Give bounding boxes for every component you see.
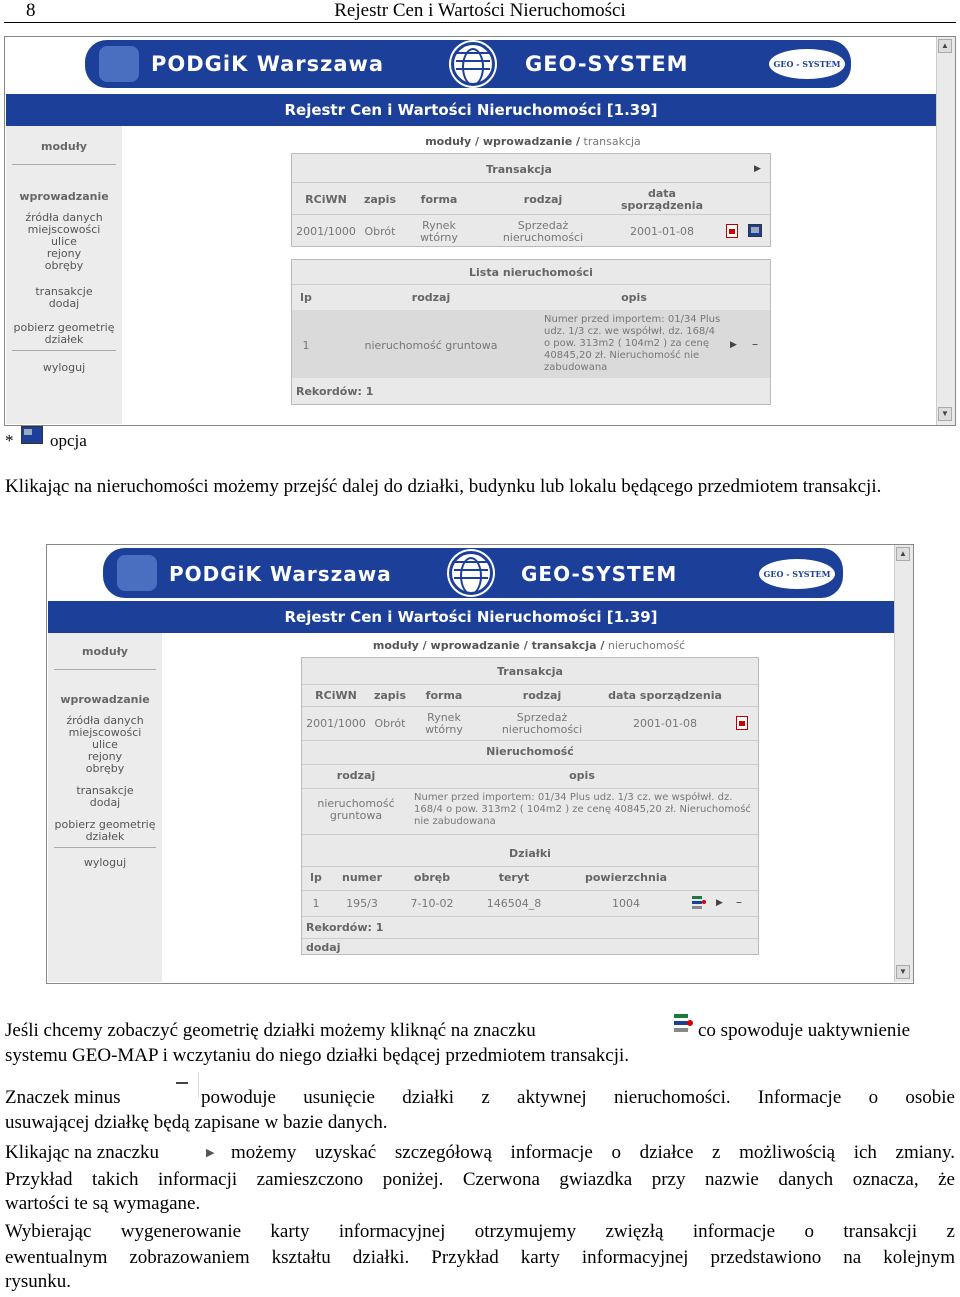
- screenshot-transaction: [4, 36, 956, 426]
- cell-forma: Rynek wtórny: [420, 219, 458, 244]
- sidebar-item-sources[interactable]: źródła danych: [25, 211, 103, 224]
- sidebar-item-sources[interactable]: źródła danych: [66, 714, 144, 727]
- banner-left-text: PODGiK Warszawa: [169, 562, 392, 586]
- sidebar-item-geometry[interactable]: pobierz geometrię: [13, 321, 115, 334]
- paragraph-4b: możemy uzyskać szczegółową informacje o działce z możliwością ich zmiany.: [231, 1142, 955, 1163]
- plot-lp: 1: [312, 897, 320, 910]
- sidebar-input[interactable]: wprowadzanie: [19, 190, 109, 203]
- paragraph-4d: wartości te są wymagane.: [5, 1193, 201, 1214]
- cell-zapis: Obrót: [364, 225, 396, 238]
- remove-minus-icon[interactable]: –: [736, 895, 742, 909]
- paragraph-5c: rysunku.: [5, 1271, 71, 1292]
- plot-area: 1004: [612, 897, 640, 910]
- caption-text: opcja: [50, 431, 87, 450]
- col-date: data sporządzenia: [608, 689, 722, 702]
- paragraph-4a: Klikając na znaczku: [5, 1142, 160, 1163]
- records-count: Rekordów: 1: [306, 921, 384, 934]
- pdf-icon[interactable]: [736, 716, 748, 730]
- info-card-icon: [21, 426, 43, 444]
- col-plot-lp: lp: [310, 871, 322, 884]
- cell-date: 2001-01-08: [630, 225, 694, 238]
- col-lp: lp: [300, 291, 312, 304]
- sidebar: [48, 633, 162, 982]
- sidebar-divider: [12, 164, 116, 165]
- scroll-up-icon[interactable]: ▲: [938, 39, 952, 53]
- row-lp: 1: [302, 339, 310, 352]
- property-panel: [301, 657, 759, 955]
- sidebar-item-regions[interactable]: rejony: [87, 750, 123, 763]
- sidebar-item-precincts[interactable]: obręby: [44, 259, 84, 272]
- col-property-type: rodzaj: [336, 769, 376, 782]
- paragraph-3b: powoduje usunięcie działki z aktywnej nieruchomości. Informacje o osobie: [201, 1087, 955, 1108]
- cell-date: 2001-01-08: [633, 717, 697, 730]
- transaction-title: Transakcja: [497, 665, 563, 678]
- minus-icon: [170, 1072, 199, 1098]
- expand-arrow-icon[interactable]: ▶: [754, 164, 761, 174]
- sidebar-item-transactions[interactable]: transakcje: [76, 784, 134, 797]
- globe-icon: [451, 42, 495, 86]
- paragraph-2a: Jeśli chcemy zobaczyć geometrię działki możemy kliknąć na znaczku: [5, 1020, 536, 1041]
- col-plot-number: numer: [341, 871, 382, 884]
- cell-rodzaj: Sprzedaż nieruchomości: [502, 219, 584, 244]
- sidebar-item-geometry-plots[interactable]: działek: [85, 830, 125, 843]
- col-date: data sporządzenia: [621, 187, 703, 212]
- details-arrow-icon[interactable]: ▶: [716, 898, 723, 908]
- cell-rciwn: 2001/1000: [306, 717, 366, 730]
- banner-left-text: PODGiK Warszawa: [151, 52, 385, 76]
- paragraph-3a: Znaczek minus: [5, 1087, 121, 1108]
- plot-precinct: 7-10-02: [410, 897, 454, 910]
- sidebar-item-add[interactable]: dodaj: [48, 297, 80, 310]
- scroll-down-icon[interactable]: ▼: [896, 965, 910, 979]
- sidebar-logout[interactable]: wyloguj: [83, 856, 127, 869]
- scrollbar[interactable]: [936, 37, 955, 425]
- property-desc: Numer przed importem: 01/34 Plus udz. 1/3 cz. we współwł. dz. 168/4 o pow. 313m2 ( 104m2 ) ze cenę 40845,20 zł. Nieruchomość nie zabudowana: [414, 792, 751, 827]
- add-plot-link[interactable]: dodaj: [306, 941, 341, 954]
- col-rciwn: RCiWN: [305, 193, 347, 206]
- app-banner: [85, 40, 851, 88]
- cell-rciwn: 2001/1000: [296, 225, 356, 238]
- sidebar-item-add[interactable]: dodaj: [89, 796, 121, 809]
- col-type: rodzaj: [411, 291, 451, 304]
- cell-rodzaj: Sprzedaż nieruchomości: [501, 711, 583, 736]
- screenshot-property: [46, 544, 914, 984]
- property-title: Nieruchomość: [486, 745, 574, 758]
- sidebar-item-streets[interactable]: ulice: [92, 738, 118, 751]
- sidebar-modules[interactable]: moduły: [41, 140, 87, 153]
- app-banner: [103, 548, 843, 598]
- sidebar-item-geometry[interactable]: pobierz geometrię: [54, 818, 156, 831]
- paragraph-2b: co spowoduje uaktywnienie: [698, 1020, 911, 1041]
- scroll-up-icon[interactable]: ▲: [896, 547, 910, 561]
- geo-map-icon: [672, 1014, 694, 1034]
- sidebar-input[interactable]: wprowadzanie: [60, 693, 150, 706]
- page-number: 8: [26, 0, 36, 21]
- sidebar-item-streets[interactable]: ulice: [51, 235, 77, 248]
- banner-right-text: GEO-SYSTEM: [521, 562, 678, 586]
- col-rodzaj: rodzaj: [523, 193, 563, 206]
- breadcrumb: [293, 135, 773, 148]
- banner-right-text: GEO-SYSTEM: [525, 52, 689, 76]
- sidebar-item-localities[interactable]: miejscowości: [68, 726, 142, 739]
- col-property-desc: opis: [569, 769, 595, 782]
- col-forma: forma: [420, 193, 458, 206]
- sidebar-modules[interactable]: moduły: [82, 645, 128, 658]
- col-zapis: zapis: [363, 193, 397, 206]
- sidebar: [6, 126, 122, 424]
- col-plot-teryt: teryt: [498, 871, 530, 884]
- plot-teryt: 146504_8: [486, 897, 542, 910]
- info-card-icon[interactable]: [748, 224, 762, 237]
- geo-map-icon[interactable]: [692, 896, 706, 910]
- app-title-bar: Rejestr Cen i Wartości Nieruchomości [1.39]: [6, 94, 936, 126]
- geo-system-seal: GEO - SYSTEM: [759, 559, 835, 589]
- plot-number: 195/3: [346, 897, 378, 910]
- arrow-icon: ▶: [206, 1147, 215, 1159]
- property-list-panel: [291, 259, 771, 405]
- plots-title: Działki: [509, 847, 551, 860]
- scrollbar[interactable]: [894, 545, 913, 982]
- property-list-title: Lista nieruchomości: [469, 266, 593, 279]
- podgik-logo-icon: [117, 555, 157, 591]
- breadcrumb-path[interactable]: moduły / wprowadzanie / transakcja /: [372, 639, 605, 652]
- sidebar-logout[interactable]: wyloguj: [42, 361, 86, 374]
- app-title-bar: Rejestr Cen i Wartości Nieruchomości [1.39]: [48, 601, 894, 633]
- col-desc: opis: [621, 291, 647, 304]
- breadcrumb-path[interactable]: moduły / wprowadzanie /: [425, 135, 581, 148]
- transaction-title: Transakcja: [486, 163, 552, 176]
- paragraph-2c: systemu GEO-MAP i wczytaniu do niego działki będącej przedmiotem transakcji.: [5, 1045, 630, 1066]
- property-type: nieruchomość gruntowa: [317, 797, 395, 822]
- sidebar-divider: [12, 350, 116, 351]
- caption-star: *: [5, 431, 14, 450]
- col-rodzaj: rodzaj: [522, 689, 562, 702]
- geo-system-seal: GEO - SYSTEM: [769, 49, 845, 79]
- page-header-title: Rejestr Cen i Wartości Nieruchomości: [334, 0, 626, 21]
- col-forma: forma: [425, 689, 463, 702]
- pdf-icon[interactable]: [726, 224, 738, 238]
- row-desc: Numer przed importem: 01/34 Plus udz. 1/3 cz. we współwł. dz. 168/4 o pow. 313m2 ( 104m2 ) za cenę 40845,20 zł. Nieruchomość nie zabudowana: [544, 314, 721, 373]
- col-plot-precinct: obręb: [413, 871, 451, 884]
- paragraph-1: Klikając na nieruchomości możemy przejść dalej do działki, budynku lub lokalu będącego przedmiotem transakcji.: [5, 476, 882, 497]
- records-count: Rekordów: 1: [296, 385, 374, 398]
- breadcrumb-current: nieruchomość: [604, 639, 686, 652]
- breadcrumb: [299, 639, 759, 652]
- sidebar-item-geometry-plots[interactable]: działek: [44, 333, 84, 346]
- paragraph-4c: Przykład takich informacji zamieszczono poniżej. Czerwona gwiazdka przy nazwie danych oznacza, że: [5, 1169, 955, 1190]
- scroll-down-icon[interactable]: ▼: [938, 407, 952, 421]
- paragraph-3c: usuwającej działkę będą zapisane w bazie danych.: [5, 1112, 388, 1133]
- sidebar-item-precincts[interactable]: obręby: [85, 762, 125, 775]
- header-rule: [4, 22, 956, 23]
- sidebar-item-localities[interactable]: miejscowości: [27, 223, 101, 236]
- globe-icon: [449, 551, 493, 595]
- details-arrow-icon[interactable]: ▶: [730, 340, 737, 350]
- podgik-logo-icon: [99, 46, 139, 82]
- row-type: nieruchomość gruntowa: [364, 339, 498, 352]
- transaction-panel: [291, 153, 771, 247]
- paragraph-5a: Wybierając wygenerowanie karty informacyjnej otrzymujemy zwięzłą informacje o transakcji z: [5, 1221, 955, 1242]
- sidebar-item-transactions[interactable]: transakcje: [35, 285, 93, 298]
- cell-zapis: Obrót: [374, 717, 406, 730]
- col-rciwn: RCiWN: [315, 689, 357, 702]
- sidebar-item-regions[interactable]: rejony: [46, 247, 82, 260]
- col-plot-area: powierzchnia: [584, 871, 668, 884]
- breadcrumb-current: transakcja: [580, 135, 641, 148]
- paragraph-5b: ewentualnym zobrazowaniem kształtu działki. Przykład karty informacyjnej przedstawiono na kolejnym: [5, 1247, 955, 1268]
- cell-forma: Rynek wtórny: [425, 711, 463, 736]
- col-zapis: zapis: [373, 689, 407, 702]
- remove-minus-icon[interactable]: –: [752, 337, 758, 351]
